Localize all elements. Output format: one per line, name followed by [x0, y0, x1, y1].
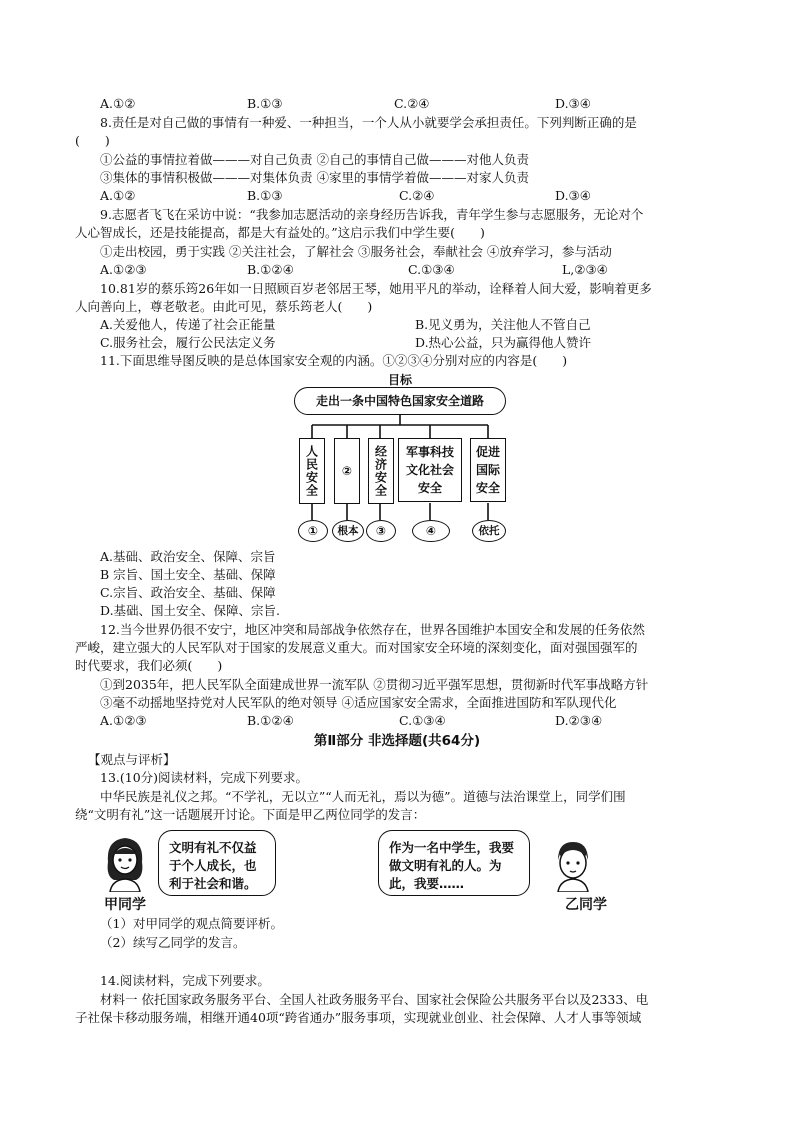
q8-option-c: C.②④ [399, 188, 435, 203]
q9-stem-line2: 人心智成长，还是技能提高，都是大有益处的。”这启示我们中学生要( ) [75, 225, 485, 240]
q12-option-b: B.①②④ [247, 713, 294, 728]
q8-item-line2: ③集体的事情积极做———对集体负责 ④家里的事情学着做———对家人负责 [100, 170, 529, 185]
q14-material-line2: 子社保卡移动服务端，相继开通40项“跨省通办”服务事项，实现就业创业、社会保障、人才人事等领域 [75, 1010, 642, 1025]
mindmap-branch-international-security: 促进国际安全 [470, 438, 506, 502]
q8-item-line1: ①公益的事情拉着做———对自己负责 ②自己的事情自己做———对他人负责 [100, 152, 529, 167]
q12-option-c: C.①③④ [399, 713, 446, 728]
mindmap-branch-economic-security: 经济安全 [368, 438, 394, 504]
q13-requirement-2: （2）续写乙同学的发言。 [100, 935, 246, 950]
mindmap-goal-label: 目标 [387, 373, 412, 387]
q8-option-a: A.①② [100, 188, 136, 203]
q9-item-line1: ①走出校园，勇于实践 ②关注社会，了解社会 ③服务社会，奉献社会 ④放弃学习，参与活动 [100, 244, 612, 259]
q8-option-b: B.①③ [247, 188, 283, 203]
section-label: 【观点与评析】 [88, 752, 176, 767]
q10-option-d: D.热心公益，只为赢得他人赞许 [415, 335, 592, 350]
q12-item-line1: ①到2035年，把人民军队全面建成世界一流军队 ②贯彻习近平强军思想，贯彻新时代军事战略方针 [100, 677, 649, 692]
part2-heading: 第Ⅱ部分 非选择题(共64分) [313, 733, 481, 749]
student-a-name: 甲同学 [104, 897, 146, 913]
q9-option-c: C.①③④ [408, 262, 455, 277]
q11-option-a: A.基础、政治安全、保障、宗旨 [100, 549, 276, 564]
q14-stem: 14.阅读材料，完成下列要求。 [100, 973, 270, 988]
q12-stem-line3: 时代要求，我们必须( ) [75, 658, 223, 673]
q13-requirement-1: （1）对甲同学的观点简要评析。 [100, 916, 283, 931]
mindmap-circle-4: ④ [412, 520, 450, 542]
mindmap-branch-people-security: 人民安全 [299, 438, 325, 504]
mindmap-circle-support: 依托 [472, 520, 506, 542]
q10-stem-line1: 10.81岁的蔡乐筠26年如一日照顾百岁老邻居王琴，她用平凡的举动，诠释着人间大爱，影响着更多 [100, 281, 652, 296]
q12-item-line2: ③毫不动摇地坚持党对人民军队的绝对领导 ④适应国家安全需求，全面推进国防和军队现代化 [100, 695, 617, 710]
q7-option-d: D.③④ [555, 96, 591, 111]
q7-option-a: A.①② [100, 96, 136, 111]
q9-stem-line1: 9.志愿者飞飞在采访中说：“我参加志愿活动的亲身经历告诉我，青年学生参与志愿服务，无论对个 [100, 207, 644, 222]
mindmap-goal-box: 走出一条中国特色国家安全道路 [294, 387, 506, 415]
q12-option-a: A.①②③ [100, 713, 147, 728]
student-b-figure [548, 836, 598, 892]
mindmap-branch-military-tech-culture-society: 军事科技文化社会安全 [398, 438, 462, 502]
mindmap-circle-foundation: 根本 [332, 520, 364, 542]
q11-option-d: D.基础、国土安全、保障、宗旨. [100, 603, 281, 618]
q14-material-line1: 材料一 依托国家政务服务平台、全国人社政务服务平台、国家社会保险公共服务平台以及2333、电 [100, 992, 649, 1007]
q13-material-line2: 绕“文明有礼”这一话题展开讨论。下面是甲乙两位同学的发言： [75, 807, 426, 822]
q10-option-b: B.见义勇为，关注他人不管自己 [415, 317, 591, 332]
q11-stem: 11.下面思维导图反映的是总体国家安全观的内涵。①②③④分别对应的内容是( ) [100, 353, 568, 368]
mindmap-branch-2: ② [334, 438, 360, 504]
q12-stem-line1: 12.当今世界仍很不安宁，地区冲突和局部战争依然存在，世界各国维护本国安全和发展的任务依然 [100, 622, 645, 637]
q8-option-d: D.③④ [555, 188, 591, 203]
q12-option-d: D.②③④ [555, 713, 603, 728]
student-a-figure [100, 832, 150, 892]
q10-stem-line2: 人向善向上，尊老敬老。由此可见，蔡乐筠老人( ) [75, 299, 373, 314]
girl-illustration-icon [100, 832, 150, 892]
q7-option-c: C.②④ [394, 96, 430, 111]
q8-stem-line1: 8.责任是对自己做的事情有一种爱、一种担当，一个人从小就要学会承担责任。下列判断正确的是 [100, 115, 637, 130]
q9-option-a: A.①②③ [100, 262, 147, 277]
mindmap-circle-1: ① [298, 520, 328, 542]
q11-option-c: C.宗旨、政治安全、基础、保障 [100, 585, 276, 600]
mindmap-circle-3: ③ [366, 520, 396, 542]
q11-option-b: B 宗旨、国土安全、基础、保障 [100, 567, 276, 582]
student-b-name: 乙同学 [565, 897, 607, 913]
q10-option-c: C.服务社会，履行公民法定义务 [100, 335, 276, 350]
boy-illustration-icon [548, 836, 598, 892]
q13-material-line1: 中华民族是礼仪之邦。“不学礼，无以立”“人而无礼，焉以为德”。道德与法治课堂上，同学们围 [100, 789, 626, 804]
q9-option-b: B.①②④ [247, 262, 294, 277]
student-a-speech-bubble: 文明有礼不仅益于个人成长，也利于社会和谐。 [158, 830, 276, 896]
q12-stem-line2: 严峻，建立强大的人民军队对于国家的发展意义重大。而对国家安全环境的深刻变化，面对强国强军的 [75, 640, 638, 655]
mindmap [290, 373, 510, 548]
q9-option-d: L,②③④ [562, 262, 608, 277]
q8-stem-line2: ( ) [75, 133, 110, 148]
q10-option-a: A.关爱他人，传递了社会正能量 [100, 317, 276, 332]
student-b-speech-bubble: 作为一名中学生，我要做文明有礼的人。为此，我要…… [378, 830, 530, 896]
q13-stem: 13.(10分)阅读材料，完成下列要求。 [100, 770, 309, 785]
q7-option-b: B.①③ [247, 96, 283, 111]
